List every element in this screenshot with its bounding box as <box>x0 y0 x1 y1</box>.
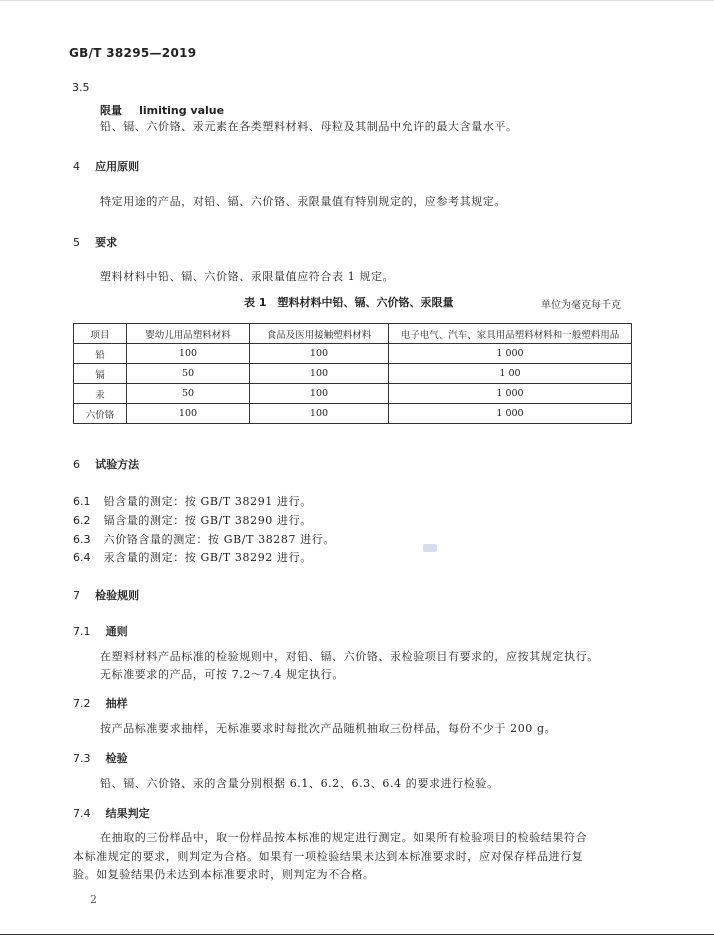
term-english: limiting value <box>139 104 225 117</box>
table-cell: 100 <box>250 364 389 384</box>
table-row <box>74 404 632 424</box>
section-5-number: 5 <box>73 236 80 249</box>
table-cell: 1 000 <box>389 344 632 364</box>
clause-7-4-line-2: 本标准规定的要求，则判定为合格。如果有一项检验结果未达到本标准要求时，应对保存样品进行复 <box>73 850 584 863</box>
table-cell: 100 <box>250 384 389 404</box>
table-row <box>74 364 632 384</box>
clause-title: 抽样 <box>105 697 128 710</box>
table-header-cell: 婴幼儿用品塑料材料 <box>127 324 250 344</box>
table-cell: 100 <box>250 344 389 364</box>
section-4-number: 4 <box>73 160 80 173</box>
top-edge <box>0 0 714 1</box>
section-5-text: 塑料材料中铅、镉、六价铬、汞限量值应符合表 1 规定。 <box>100 270 395 283</box>
clause-text: 汞含量的测定：按 GB/T 38292 进行。 <box>103 551 312 564</box>
section-4-title: 应用原则 <box>95 160 140 173</box>
clause-6-3 <box>73 528 335 547</box>
clause-7-4-line-3: 验。如复验结果仍未达到本标准要求时，则判定为不合格。 <box>73 868 375 881</box>
table-cell: 50 <box>127 384 250 404</box>
clause-7-4-heading <box>73 802 150 821</box>
clause-7-2-text: 按产品标准要求抽样，无标准要求时每批次产品随机抽取三份样品，每份不少于 200 g。 <box>100 722 557 735</box>
scan-mark <box>423 544 437 552</box>
clause-7-1-heading <box>73 620 128 639</box>
table-1-unit: 单位为毫克每千克 <box>541 300 621 311</box>
clause-3-5-number: 3.5 <box>72 81 90 94</box>
term-heading <box>100 99 224 118</box>
table-1-caption: 表 1 塑料材料中铅、镉、六价铬、汞限量 <box>244 296 454 309</box>
clause-7-3-heading <box>73 747 128 766</box>
table-cell: 1 000 <box>389 404 632 424</box>
clause-number: 6.4 <box>73 551 91 564</box>
clause-number: 7.4 <box>73 807 91 820</box>
clause-title: 通则 <box>105 625 128 638</box>
clause-7-1-line-2: 无标准要求的产品，可按 7.2～7.4 规定执行。 <box>100 668 344 681</box>
section-7-number: 7 <box>73 589 80 602</box>
table-cell: 1 000 <box>389 384 632 404</box>
clause-number: 6.2 <box>73 514 91 527</box>
clause-title: 结果判定 <box>105 807 150 820</box>
clause-7-1-line-1: 在塑料材料产品标准的检验规则中，对铅、镉、六价铬、汞检验项目有要求的，应按其规定执行。 <box>100 650 599 663</box>
clause-7-3-text: 铅、镉、六价铬、汞的含量分别根据 6.1、6.2、6.3、6.4 的要求进行检验。 <box>100 777 499 790</box>
clause-6-1 <box>73 490 312 509</box>
clause-number: 6.1 <box>73 495 91 508</box>
table-header-cell: 食品及医用接触塑料材料 <box>250 324 389 344</box>
clause-7-4-line-1: 在抽取的三份样品中，取一份样品按本标准的规定进行测定。如果所有检验项目的检验结果符合 <box>100 831 588 844</box>
clause-6-4 <box>73 546 312 565</box>
standard-number-header: GB/T 38295—2019 <box>69 46 197 60</box>
section-4-text: 特定用途的产品，对铅、镉、六价铬、汞限量值有特别规定的，应参考其规定。 <box>100 195 506 208</box>
table-cell: 1 00 <box>389 364 632 384</box>
clause-text: 镉含量的测定：按 GB/T 38290 进行。 <box>103 514 312 527</box>
section-6-title: 试验方法 <box>95 458 140 471</box>
section-5-title: 要求 <box>95 236 118 249</box>
term-chinese: 限量 <box>100 104 122 117</box>
table-1 <box>73 323 632 424</box>
table-cell: 铅 <box>74 344 127 364</box>
table-cell: 50 <box>127 364 250 384</box>
table-cell: 100 <box>250 404 389 424</box>
table-cell: 汞 <box>74 384 127 404</box>
section-7-heading <box>73 584 139 603</box>
table-cell: 100 <box>127 404 250 424</box>
clause-number: 7.1 <box>73 625 91 638</box>
table-header-cell: 电子电气、汽车、家具用品塑料材料和一般塑料用品 <box>389 324 632 344</box>
term-definition: 铅、镉、六价铬、汞元素在各类塑料材料、母粒及其制品中允许的最大含量水平。 <box>100 120 518 133</box>
section-6-heading <box>73 453 139 472</box>
clause-number: 7.3 <box>73 752 91 765</box>
table-header-row <box>74 324 632 344</box>
clause-text: 铅含量的测定：按 GB/T 38291 进行。 <box>103 495 312 508</box>
bottom-rule <box>0 934 714 935</box>
table-cell: 100 <box>127 344 250 364</box>
section-6-number: 6 <box>73 458 80 471</box>
page-number: 2 <box>90 893 97 906</box>
section-7-title: 检验规则 <box>95 589 140 602</box>
table-row <box>74 344 632 364</box>
clause-title: 检验 <box>105 752 128 765</box>
table-header-cell: 项目 <box>74 324 127 344</box>
clause-number: 6.3 <box>73 533 91 546</box>
table-row <box>74 384 632 404</box>
section-4-heading <box>73 155 139 174</box>
clause-text: 六价铬含量的测定：按 GB/T 38287 进行。 <box>103 533 335 546</box>
clause-6-2 <box>73 509 312 528</box>
table-cell: 镉 <box>74 364 127 384</box>
clause-number: 7.2 <box>73 697 91 710</box>
table-cell: 六价铬 <box>74 404 127 424</box>
clause-7-2-heading <box>73 692 128 711</box>
section-5-heading <box>73 231 117 250</box>
